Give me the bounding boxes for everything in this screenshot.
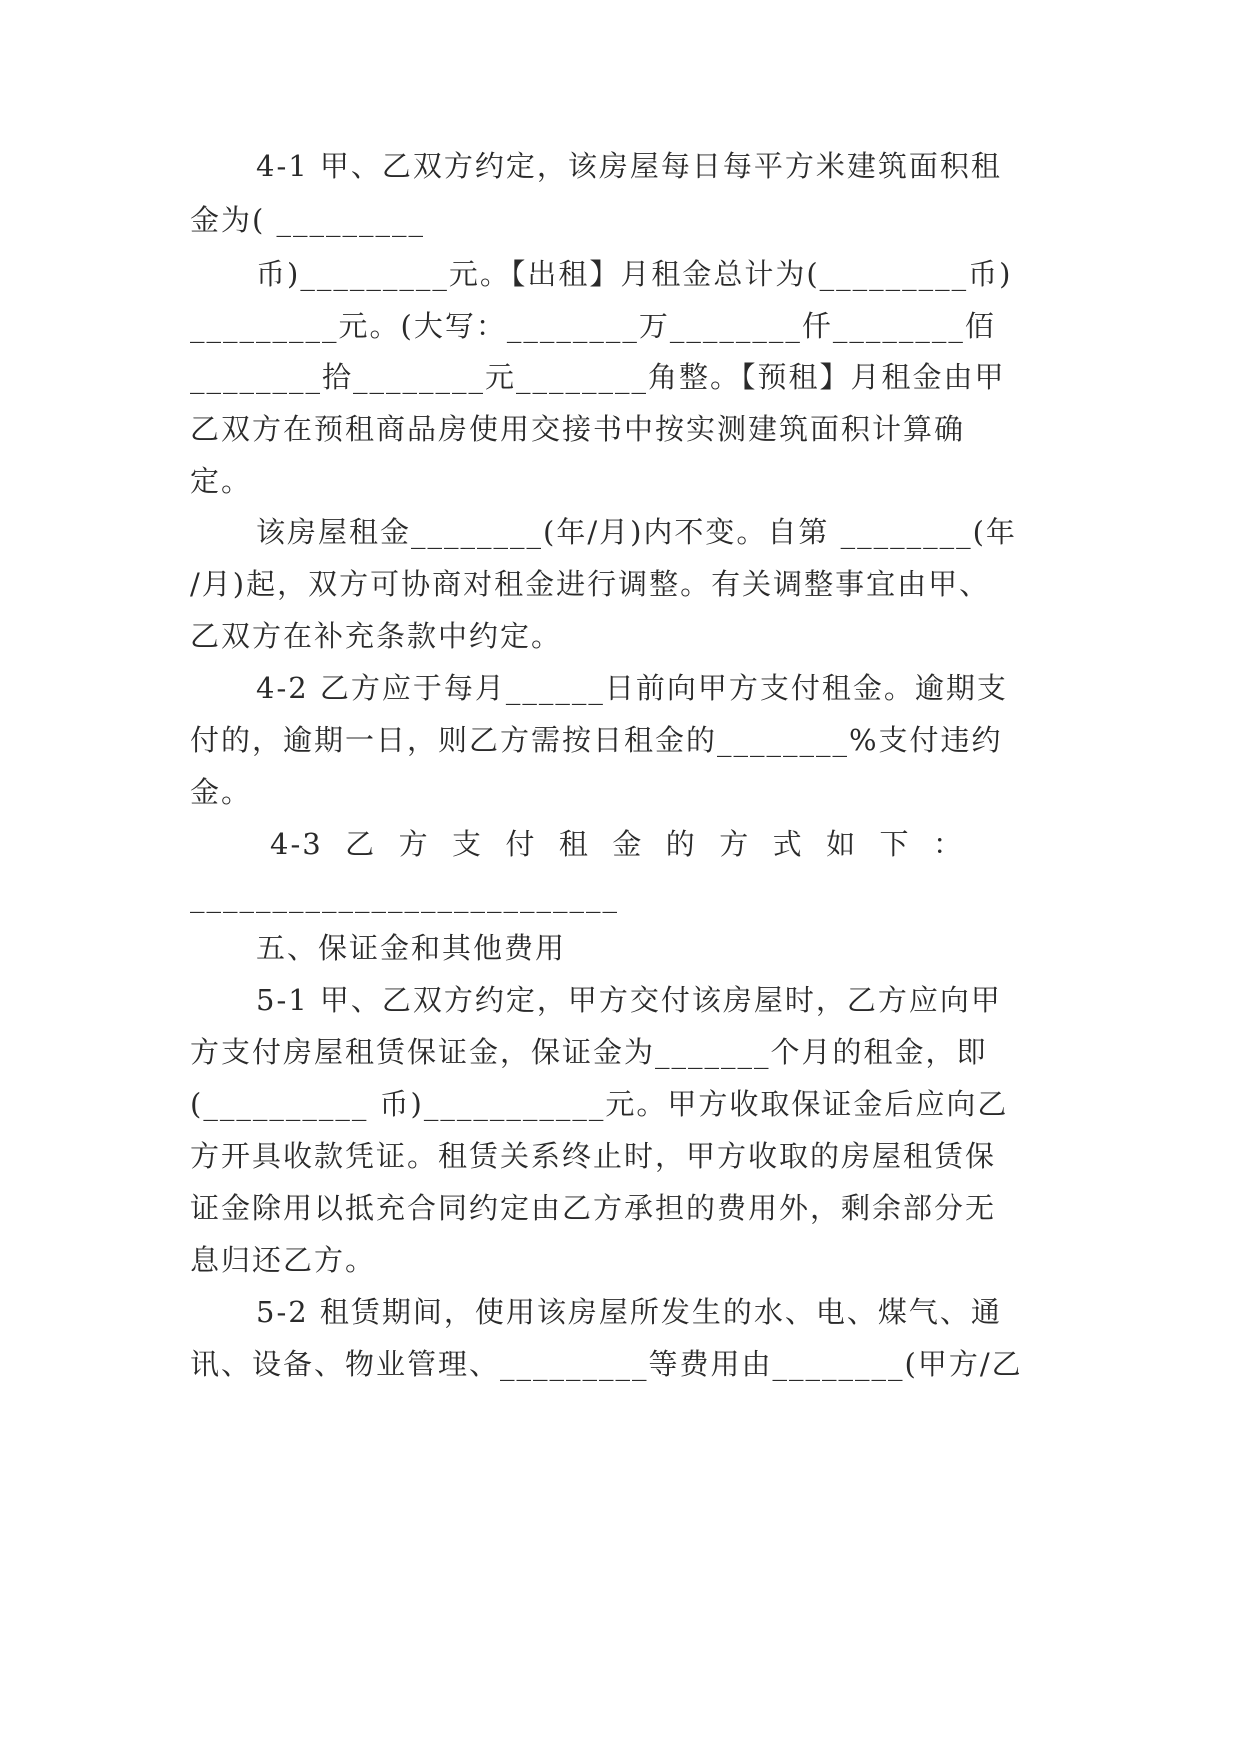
clause-4-1-line-1: 4-1 甲、乙双方约定，该房屋每日每平方米建筑面积租	[256, 149, 1002, 183]
clause-5-1-line-2: 方支付房屋租赁保证金，保证金为_______个月的租金，即	[190, 1035, 988, 1069]
clause-5-2-line-2: 讯、设备、物业管理、_________等费用由________(甲方/乙	[190, 1347, 1023, 1381]
clause-5-1-line-1: 5-1 甲、乙双方约定，甲方交付该房屋时，乙方应向甲	[256, 983, 1002, 1017]
clause-5-2-line-1: 5-2 租赁期间，使用该房屋所发生的水、电、煤气、通	[256, 1295, 1002, 1329]
clause-5-1-line-5: 证金除用以抵充合同约定由乙方承担的费用外，剩余部分无	[190, 1191, 997, 1225]
rent-adjust-line-1: 该房屋租金________(年/月)内不变。自第 ________(年	[256, 515, 1017, 549]
clause-4-1-line-6: 乙双方在预租商品房使用交接书中按实测建筑面积计算确	[190, 412, 966, 446]
clause-4-1-line-2: 金为( _________	[190, 203, 426, 237]
clause-4-2-line-1: 4-2 乙方应于每月______日前向甲方支付租金。逾期支	[256, 671, 1008, 705]
clause-4-1-line-4: _________元。(大写：________万________仟________佰	[190, 309, 996, 343]
rent-adjust-line-2: /月)起，双方可协商对租金进行调整。有关调整事宜由甲、	[190, 567, 991, 601]
clause-4-1-line-3: 币)_________元。【出租】月租金总计为(_________币)	[256, 257, 1013, 291]
clause-5-1-line-4: 方开具收款凭证。租赁关系终止时，甲方收取的房屋租赁保	[190, 1139, 997, 1173]
clause-5-1-line-3: (__________ 币)___________元。甲方收取保证金后应向乙	[190, 1087, 1009, 1121]
clause-4-2-line-2: 付的，逾期一日，则乙方需按日租金的________%支付违约	[190, 723, 1003, 757]
clause-4-2-line-3: 金。	[190, 775, 253, 809]
clause-4-1-line-7: 定。	[190, 464, 253, 498]
rent-adjust-line-3: 乙双方在补充条款中约定。	[190, 619, 563, 653]
clause-4-1-line-5: ________拾________元________角整。【预租】月租金由甲	[190, 360, 1006, 394]
clause-5-1-line-6: 息归还乙方。	[190, 1243, 377, 1277]
clause-4-3-line-1: 4-3 乙 方 支 付 租 金 的 方 式 如 下 ：	[270, 827, 964, 861]
section-5-heading: 五、保证金和其他费用	[256, 931, 567, 965]
clause-4-3-line-2: __________________________	[190, 879, 619, 913]
